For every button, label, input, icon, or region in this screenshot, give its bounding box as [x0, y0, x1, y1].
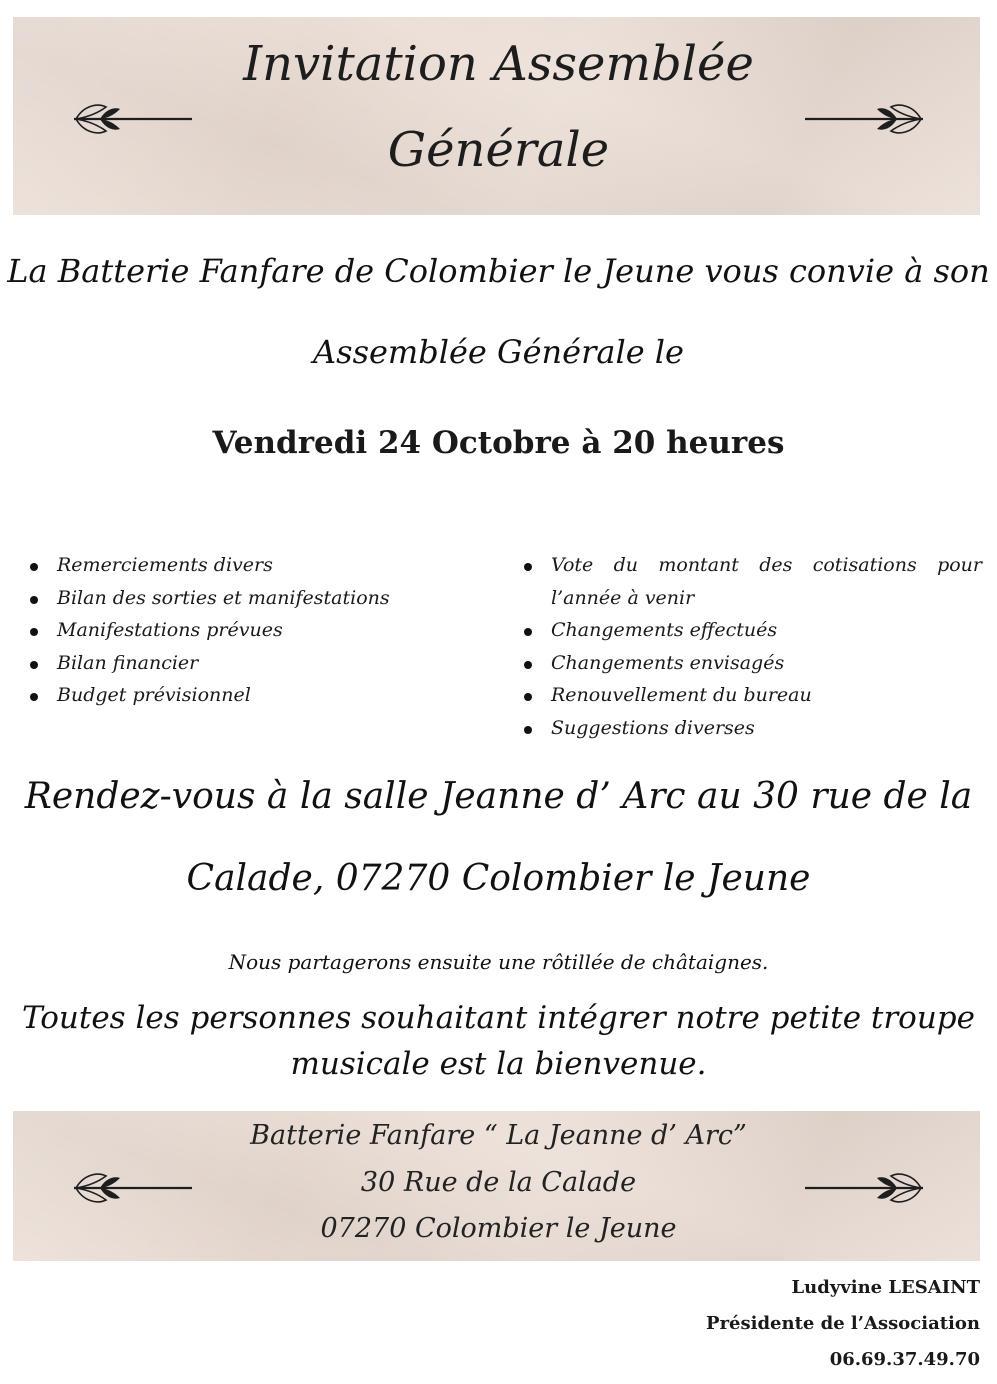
chestnut-note: Nous partagerons ensuite une rôtillée de châtaignes.	[228, 950, 769, 974]
invitation-title-line2: Générale	[387, 122, 610, 178]
list-item	[524, 679, 982, 712]
signature-role: Présidente de l’Association	[706, 1313, 980, 1334]
bullet-icon	[30, 661, 38, 669]
footer-street: 30 Rue de la Calade	[360, 1167, 637, 1198]
bullet-icon	[30, 563, 38, 571]
list-item	[30, 549, 480, 582]
bullet-icon	[524, 726, 532, 734]
agenda-item-label: Vote du montant des cotisations pour l’année à venir	[551, 554, 982, 609]
welcome-line2: musicale est la bienvenue.	[290, 1046, 707, 1082]
bullet-icon	[30, 596, 38, 604]
invitation-title-line1: Invitation Assemblée	[243, 36, 754, 92]
list-item	[30, 679, 480, 712]
agenda-item-label: Suggestions diverses	[551, 716, 755, 739]
agenda-item-label: Changements effectués	[551, 619, 778, 641]
intro-line1: La Batterie Fanfare de Colombier le Jeune vous convie à son	[7, 252, 990, 290]
bullet-icon	[524, 693, 532, 701]
list-item	[524, 614, 982, 647]
list-item	[30, 582, 480, 615]
signature-phone: 06.69.37.49.70	[829, 1349, 980, 1370]
signature-name: Ludyvine LESAINT	[791, 1277, 980, 1298]
agenda-list-right	[524, 549, 982, 744]
list-item	[30, 614, 480, 647]
list-item	[524, 647, 982, 680]
footer-association-name: Batterie Fanfare “ La Jeanne d’ Arc”	[250, 1120, 747, 1151]
list-item	[30, 647, 480, 680]
venue-line1: Rendez-vous à la salle Jeanne d’ Arc au 30 rue de la	[24, 776, 973, 817]
agenda-item-label: Renouvellement du bureau	[551, 684, 812, 706]
agenda-item-label: Remerciements divers	[57, 554, 273, 576]
agenda-item-label: Bilan des sorties et manifestations	[57, 586, 390, 609]
bullet-icon	[30, 693, 38, 701]
meeting-date: Vendredi 24 Octobre à 20 heures	[212, 425, 785, 461]
venue-line2: Calade, 07270 Colombier le Jeune	[186, 858, 811, 899]
agenda-list-left	[30, 549, 480, 712]
agenda-item-label: Changements envisagés	[551, 651, 785, 674]
bullet-icon	[524, 563, 532, 571]
bullet-icon	[524, 661, 532, 669]
intro-line2: Assemblée Générale le	[313, 333, 684, 371]
agenda-item-label: Bilan financier	[57, 651, 199, 674]
bullet-icon	[30, 628, 38, 636]
agenda-item-label: Budget prévisionnel	[57, 684, 251, 706]
agenda-item-label: Manifestations prévues	[57, 619, 283, 641]
bullet-icon	[524, 628, 532, 636]
list-item	[524, 549, 982, 614]
list-item	[524, 712, 982, 745]
welcome-line1: Toutes les personnes souhaitant intégrer notre petite troupe	[21, 1000, 975, 1036]
footer-city: 07270 Colombier le Jeune	[320, 1213, 677, 1244]
